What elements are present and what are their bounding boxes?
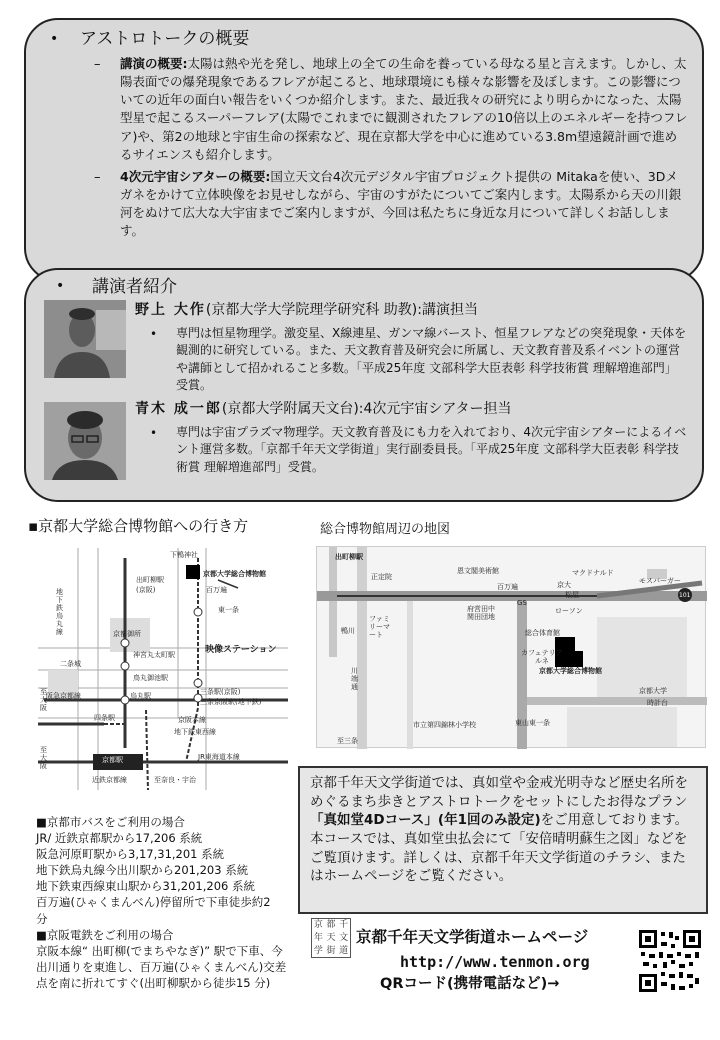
access-line: 京阪本線“ 出町柳(でまちやなぎ)” 駅で下車、今 <box>36 943 283 958</box>
lecture-summary <box>120 55 688 164</box>
area-label-rune: ルネ <box>535 657 549 665</box>
access-line: 地下鉄東西線東山駅から31,201,206 系統 <box>36 879 255 894</box>
plan-info-text-1: 京都千年天文学街道では、真如堂や金戒光明寺など歴史名所をめぐるまち歩きとアストロトークをセットにしたお得なプラン <box>310 775 688 810</box>
seal-char: 年 <box>313 933 323 943</box>
area-label-route-101: 101 <box>679 592 691 599</box>
lecture-dash: – <box>94 57 101 72</box>
speaker-affiliation-aoki: (京都大学附属天文台):4次元宇宙シアター担当 <box>221 401 512 417</box>
area-label-sekiden: 関田団地 <box>467 613 495 621</box>
route-label-museum: 京都大学総合博物館 <box>203 570 266 578</box>
speaker-photo-nogami <box>44 300 126 378</box>
area-label-school: 市立第四錦林小学校 <box>413 721 476 729</box>
seal-char: 千 <box>339 920 349 930</box>
theater-dash: – <box>94 170 101 185</box>
route-label-hankyu: 阪急京都線 <box>46 692 81 700</box>
access-line: 分 <box>36 911 48 926</box>
route-label-gosho: 京都御所 <box>113 630 141 638</box>
speaker-name-aoki <box>135 400 511 420</box>
route-label-kintetsu: 近鉄京都線 <box>92 776 127 784</box>
route-label-marutamachi: 神宮丸太町駅 <box>133 651 175 659</box>
speaker-bullet-aoki: • <box>150 426 158 440</box>
access-line: ■京阪電鉄をご利用の場合 <box>36 927 174 942</box>
lecture-summary-text: 太陽は熱や光を発し、地球上の全ての生命を養っている母なる星と言えます。しかし、太陽表面での爆発現象であるフレアが起こると、地球環境にも様々な影響を及ぼします。この影響についての近年の面白い報告をいくつか紹介します。また、最近我々の研究により明らかになった、太陽型星で起こるスーパーフレア(太陽でこれまでに観測されたフレアの10倍以上のエネルギーを持つフレア)や、第2の地球と宇宙生命の探索など、現在京都大学を中心に進めている3.8m望遠鏡計画で進めるサイエンスも紹介します。 <box>120 56 688 162</box>
lecture-summary-label: 講演の概要: <box>120 56 188 71</box>
route-label-eizo-station: 映像ステーション <box>205 645 277 655</box>
route-label-jr: JR東海道本線 <box>198 753 240 761</box>
seal-char: 街 <box>326 946 336 956</box>
overview-title: アストロトークの概要 <box>80 29 250 49</box>
plan-info-text-2: をご用意しております。本コースでは、真如堂虫払会にて「安倍晴明蘇生之図」などをご覧頂けます。詳しくは、京都千年天文学街道のチラシ、またはホームページをご覧ください。 <box>310 812 689 885</box>
access-line: 百万遍(ひゃくまんべん)停留所で下車徒歩約2 <box>36 895 271 910</box>
area-label-higashiyama-higashiichijo: 東山東一条 <box>515 719 550 727</box>
access-line: ■京都市バスをご利用の場合 <box>36 815 185 829</box>
speaker-affiliation-nogami: (京都大学大学院理学研究科 助教):講演担当 <box>205 302 478 318</box>
route-label-keihan: (京阪) <box>136 586 156 594</box>
area-label-cafeteria: カフェテリア <box>521 649 563 657</box>
route-label-to-nara: 至奈良・宇治 <box>154 776 196 784</box>
homepage-url[interactable]: http://www.tenmon.org <box>400 953 590 971</box>
area-label-gs: GS <box>517 599 527 607</box>
route-label-nijojo: 二条城 <box>60 660 81 668</box>
route-label-demachiyanagi: 出町柳駅 <box>136 576 164 584</box>
area-label-mosburger: モスバーガー <box>639 577 681 585</box>
seal-char: 都 <box>326 920 336 930</box>
area-label-to-sanjo: 至三条 <box>337 737 358 745</box>
seal-char: 道 <box>339 946 349 956</box>
route-label-to-osaka-2: 至大阪 <box>40 746 47 770</box>
speaker-name-nogami-text: 野上 大作 <box>135 302 206 318</box>
qr-label: QRコード(携帯電話など)→ <box>380 976 560 992</box>
access-line: JR/ 近鉄京都駅から17,206 系統 <box>36 831 203 846</box>
speakers-bullet: • <box>56 278 65 294</box>
area-label-museum: 京都大学総合博物館 <box>539 667 602 675</box>
area-label-hyakumanben: 百万遍 <box>497 583 518 591</box>
route-label-shimogamo: 下鴨神社 <box>170 551 198 559</box>
access-line: 阪急河原町駅から3,17,31,201 系統 <box>36 847 225 862</box>
route-label-oike: 鳥丸御池駅 <box>133 674 168 682</box>
area-label-fuei-tanaka: 府営田中 <box>467 605 495 613</box>
theater-summary-text: 国立天文台4次元デジタル宇宙プロジェクト提供の Mitakaを使い、3Dメガネをかけて立体映像をお見せしながら、宇宙のすがたについてご案内します。太陽系から天の川銀河をぬけて広大な大宇宙までご案内しますが、今回は私たちに身近な月について詳しくお話しします。 <box>120 169 682 239</box>
area-label-gymnasium: 総合体育館 <box>525 629 560 637</box>
logo-seal <box>311 918 351 958</box>
route-label-keihan-main: 京阪本線 <box>178 716 206 724</box>
route-label-sanjo-subway: 三条京阪駅(地下鉄) <box>200 698 262 706</box>
qr-code-icon[interactable] <box>639 930 701 992</box>
area-label-matsuya: 松屋 <box>565 591 579 599</box>
plan-info-box <box>298 766 708 914</box>
area-label-clocktower: 時計台 <box>647 699 668 707</box>
speaker-name-nogami <box>135 301 478 321</box>
speaker-photo-aoki <box>44 402 126 480</box>
area-label-demachiyanagi: 出町柳駅 <box>335 553 363 561</box>
area-map <box>316 546 706 748</box>
route-label-kyoto-station: 京都駅 <box>102 756 123 764</box>
route-label-shijo: 四条駅 <box>94 714 115 722</box>
speaker-name-aoki-text: 青木 成一郎 <box>135 401 222 417</box>
speaker-bio-aoki: 専門は宇宙プラズマ物理学。天文教育普及にも力を入れており、4次元宇宙シアターによるイベント運営多数。「京都千年天文学街道」実行副委員長。「平成25年度 文部科学大臣表彰 科学技術賞 理解増進部門」受賞。 <box>176 425 687 474</box>
area-label-lawson: ローソン <box>555 607 583 615</box>
seal-char: 学 <box>313 946 323 956</box>
access-heading: ▪京都大学総合博物館への行き方 <box>28 517 249 535</box>
speaker-bullet-nogami: • <box>150 327 158 341</box>
area-label-onbunkaku: 恩文閣美術館 <box>457 567 499 575</box>
area-label-kyodai: 京大 <box>557 581 571 589</box>
route-label-higashiichijo: 東一条 <box>218 606 239 614</box>
area-label-mcdonalds: マクドナルド <box>572 569 614 577</box>
area-label-familymart: ファミリーマート <box>369 615 390 639</box>
access-directions <box>36 814 306 991</box>
speaker-bio-nogami: 専門は恒星物理学。激変星、X線連星、ガンマ線バースト、恒星フレアなどの突発現象・天体を観測的に研究している。また、天文教育普及研究会に所属し、天文教育普及系イベントの運営や講師として招かれること多数。「平成25年度 文部科学大臣表彰 科学技術賞 理解増進部門」受賞。 <box>176 326 687 393</box>
route-label-to-osaka-1: 至大阪 <box>40 688 47 712</box>
area-label-kyoto-univ: 京都大学 <box>639 687 667 695</box>
seal-char: 文 <box>339 933 349 943</box>
area-label-kamogawa: 鴨川 <box>341 627 355 635</box>
plan-info-plan-name: 「真如堂4Dコース」(年1回のみ設定) <box>310 812 541 829</box>
access-line: 地下鉄烏丸線今出川駅から201,203 系統 <box>36 863 249 878</box>
area-label-shojoin: 正定院 <box>371 573 392 581</box>
route-map <box>38 548 288 790</box>
access-line: 点を南に折れてすぐ(出町柳駅から徒歩15 分) <box>36 975 271 990</box>
route-label-hyakumanben: 百万遍 <box>206 586 227 594</box>
map-heading: 総合博物館周辺の地図 <box>320 522 451 537</box>
route-label-sanjo-keihan: 三条駅(京阪) <box>200 688 241 696</box>
route-label-karasuma-line: 地下鉄烏丸線 <box>56 588 63 636</box>
speakers-title: 講演者紹介 <box>92 277 177 297</box>
route-label-karasuma: 烏丸駅 <box>130 692 151 700</box>
area-label-kawabata: 川端通 <box>351 667 358 691</box>
overview-bullet: • <box>50 31 59 47</box>
seal-char: 天 <box>326 933 336 943</box>
access-line: 出川通りを東進し、百万遍(ひゃくまんべん)交差 <box>36 959 287 974</box>
theater-summary-label: 4次元宇宙シアターの概要: <box>120 169 271 184</box>
theater-summary <box>120 168 688 241</box>
seal-char: 京 <box>313 920 323 930</box>
homepage-title: 京都千年天文学街道ホームページ <box>356 928 589 946</box>
route-label-tozai: 地下鉄東西線 <box>174 728 216 736</box>
